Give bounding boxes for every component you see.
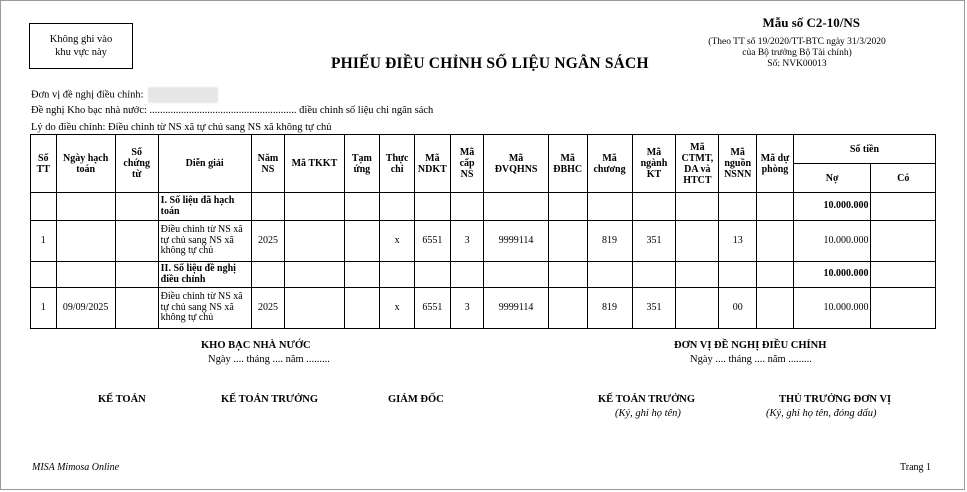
cell-ngay bbox=[56, 221, 115, 262]
table-row bbox=[31, 288, 936, 329]
signature-chief-accountant-note: (Ký, ghi họ tên) bbox=[615, 408, 681, 419]
section-title: II. Số liệu đề nghị điều chỉnh bbox=[158, 262, 251, 288]
cell-nganh: 351 bbox=[632, 288, 676, 329]
header-no: Nợ bbox=[793, 164, 871, 193]
stamp-line-2: khu vực này bbox=[55, 47, 107, 58]
cell-dvqhns: 9999114 bbox=[484, 288, 548, 329]
header-ma-du-phong: Mã dự phòng bbox=[757, 135, 794, 193]
reason-line: Lý do điều chỉnh: Điều chỉnh từ NS xã tự chủ sang NS xã không tự chủ bbox=[31, 122, 332, 133]
cell-no: 10.000.000 bbox=[793, 221, 871, 262]
header-co: Có bbox=[871, 164, 936, 193]
cell-no: 10.000.000 bbox=[793, 288, 871, 329]
header-ma-nguon: Mã nguồn NSNN bbox=[719, 135, 757, 193]
cell-dbhc bbox=[548, 221, 587, 262]
section-row-recorded bbox=[31, 193, 936, 221]
form-note-line-2: của Bộ trưởng Bộ Tài chính) bbox=[742, 48, 852, 58]
footer-page: Trang 1 bbox=[900, 462, 932, 473]
not-write-area-box bbox=[29, 23, 133, 69]
header-so-tien: Số tiền bbox=[793, 135, 935, 164]
adjustment-table bbox=[30, 134, 936, 329]
redacted-unit-name bbox=[148, 87, 218, 103]
unit-title: ĐƠN VỊ ĐỀ NGHỊ ĐIỀU CHỈNH bbox=[674, 340, 827, 351]
treasury-line: Đề nghị Kho bạc nhà nước: ........................................................ điều chỉnh số liệu chi ngân sách bbox=[31, 105, 434, 116]
cell-so-tt: 1 bbox=[31, 221, 57, 262]
cell-so-tt: 1 bbox=[31, 288, 57, 329]
unit-date: Ngày .... tháng .... năm ......... bbox=[690, 354, 812, 365]
cell-cap-ns: 3 bbox=[450, 288, 484, 329]
cell-nam: 2025 bbox=[251, 221, 285, 262]
cell-dvqhns: 9999114 bbox=[484, 221, 548, 262]
stamp-line-1: Không ghi vào bbox=[49, 34, 113, 45]
cell-nguon: 00 bbox=[719, 288, 757, 329]
signature-chief-accountant-unit: KẾ TOÁN TRƯỞNG bbox=[598, 394, 696, 405]
cell-dbhc bbox=[548, 288, 587, 329]
section-title: I. Số liệu đã hạch toán bbox=[158, 193, 251, 221]
cell-tam-ung bbox=[344, 288, 380, 329]
header-ma-nganh: Mã ngành KT bbox=[632, 135, 676, 193]
cell-nam: 2025 bbox=[251, 288, 285, 329]
signature-unit-head-note: (Ký, ghi họ tên, đóng dấu) bbox=[766, 408, 877, 419]
form-number: Số: NVK00013 bbox=[767, 59, 827, 69]
treasury-title: KHO BẠC NHÀ NƯỚC bbox=[201, 340, 311, 351]
header-so-tt: Số TT bbox=[31, 135, 57, 193]
document-title: PHIẾU ĐIỀU CHỈNH SỐ LIỆU NGÂN SÁCH bbox=[331, 55, 649, 72]
section-row-proposed bbox=[31, 262, 936, 288]
cell-chuong: 819 bbox=[587, 288, 632, 329]
cell-ndkt: 6551 bbox=[414, 221, 450, 262]
section-total: 10.000.000 bbox=[793, 193, 871, 221]
unit-line bbox=[31, 87, 218, 103]
unit-label: Đơn vị đề nghị điều chỉnh: bbox=[31, 89, 144, 101]
header-ma-ndkt: Mã NDKT bbox=[414, 135, 450, 193]
cell-ctmt bbox=[676, 288, 719, 329]
form-code: Mẫu số C2-10/NS bbox=[762, 15, 860, 30]
header-tam-ung: Tạm ứng bbox=[344, 135, 380, 193]
header-ma-tkkt: Mã TKKT bbox=[285, 135, 344, 193]
cell-co bbox=[871, 221, 936, 262]
header-ma-chuong: Mã chương bbox=[587, 135, 632, 193]
header-ma-ctmt: Mã CTMT, DA và HTCT bbox=[676, 135, 719, 193]
cell-dien-giai: Điều chỉnh từ NS xã tự chủ sang NS xã không tự chủ bbox=[158, 221, 251, 262]
cell-so-ct bbox=[115, 288, 158, 329]
header-dien-giai: Diễn giải bbox=[158, 135, 251, 193]
signature-chief-accountant-treasury: KẾ TOÁN TRƯỞNG bbox=[221, 394, 319, 405]
cell-co bbox=[871, 288, 936, 329]
signature-director: GIÁM ĐỐC bbox=[388, 394, 444, 405]
cell-cap-ns: 3 bbox=[450, 221, 484, 262]
cell-du-phong bbox=[757, 221, 794, 262]
cell-tam-ung bbox=[344, 221, 380, 262]
table-row bbox=[31, 221, 936, 262]
cell-tkkt bbox=[285, 221, 344, 262]
treasury-date: Ngày .... tháng .... năm ......... bbox=[208, 354, 330, 365]
cell-nguon: 13 bbox=[719, 221, 757, 262]
cell-chuong: 819 bbox=[587, 221, 632, 262]
cell-ndkt: 6551 bbox=[414, 288, 450, 329]
cell-tkkt bbox=[285, 288, 344, 329]
section-total: 10.000.000 bbox=[793, 262, 871, 288]
cell-so-ct bbox=[115, 221, 158, 262]
header-ma-dbhc: Mã ĐBHC bbox=[548, 135, 587, 193]
header-so-chung-tu: Số chứng từ bbox=[115, 135, 158, 193]
form-note bbox=[692, 37, 902, 70]
cell-thuc-chi: x bbox=[380, 221, 415, 262]
signature-accountant: KẾ TOÁN bbox=[98, 394, 146, 405]
signature-unit-head: THỦ TRƯỞNG ĐƠN VỊ bbox=[779, 394, 892, 405]
cell-nganh: 351 bbox=[632, 221, 676, 262]
header-ngay: Ngày hạch toán bbox=[56, 135, 115, 193]
cell-du-phong bbox=[757, 288, 794, 329]
header-nam-ns: Năm NS bbox=[251, 135, 285, 193]
cell-dien-giai: Điều chỉnh từ NS xã tự chủ sang NS xã không tự chủ bbox=[158, 288, 251, 329]
cell-ctmt bbox=[676, 221, 719, 262]
header-thuc-chi: Thực chi bbox=[380, 135, 415, 193]
cell-ngay: 09/09/2025 bbox=[56, 288, 115, 329]
form-note-line-1: (Theo TT số 19/2020/TT-BTC ngày 31/3/2020 bbox=[708, 37, 886, 47]
cell-thuc-chi: x bbox=[380, 288, 415, 329]
header-ma-cap-ns: Mã cấp NS bbox=[450, 135, 484, 193]
footer-brand: MISA Mimosa Online bbox=[32, 462, 120, 473]
header-ma-dvqhns: Mã ĐVQHNS bbox=[484, 135, 548, 193]
